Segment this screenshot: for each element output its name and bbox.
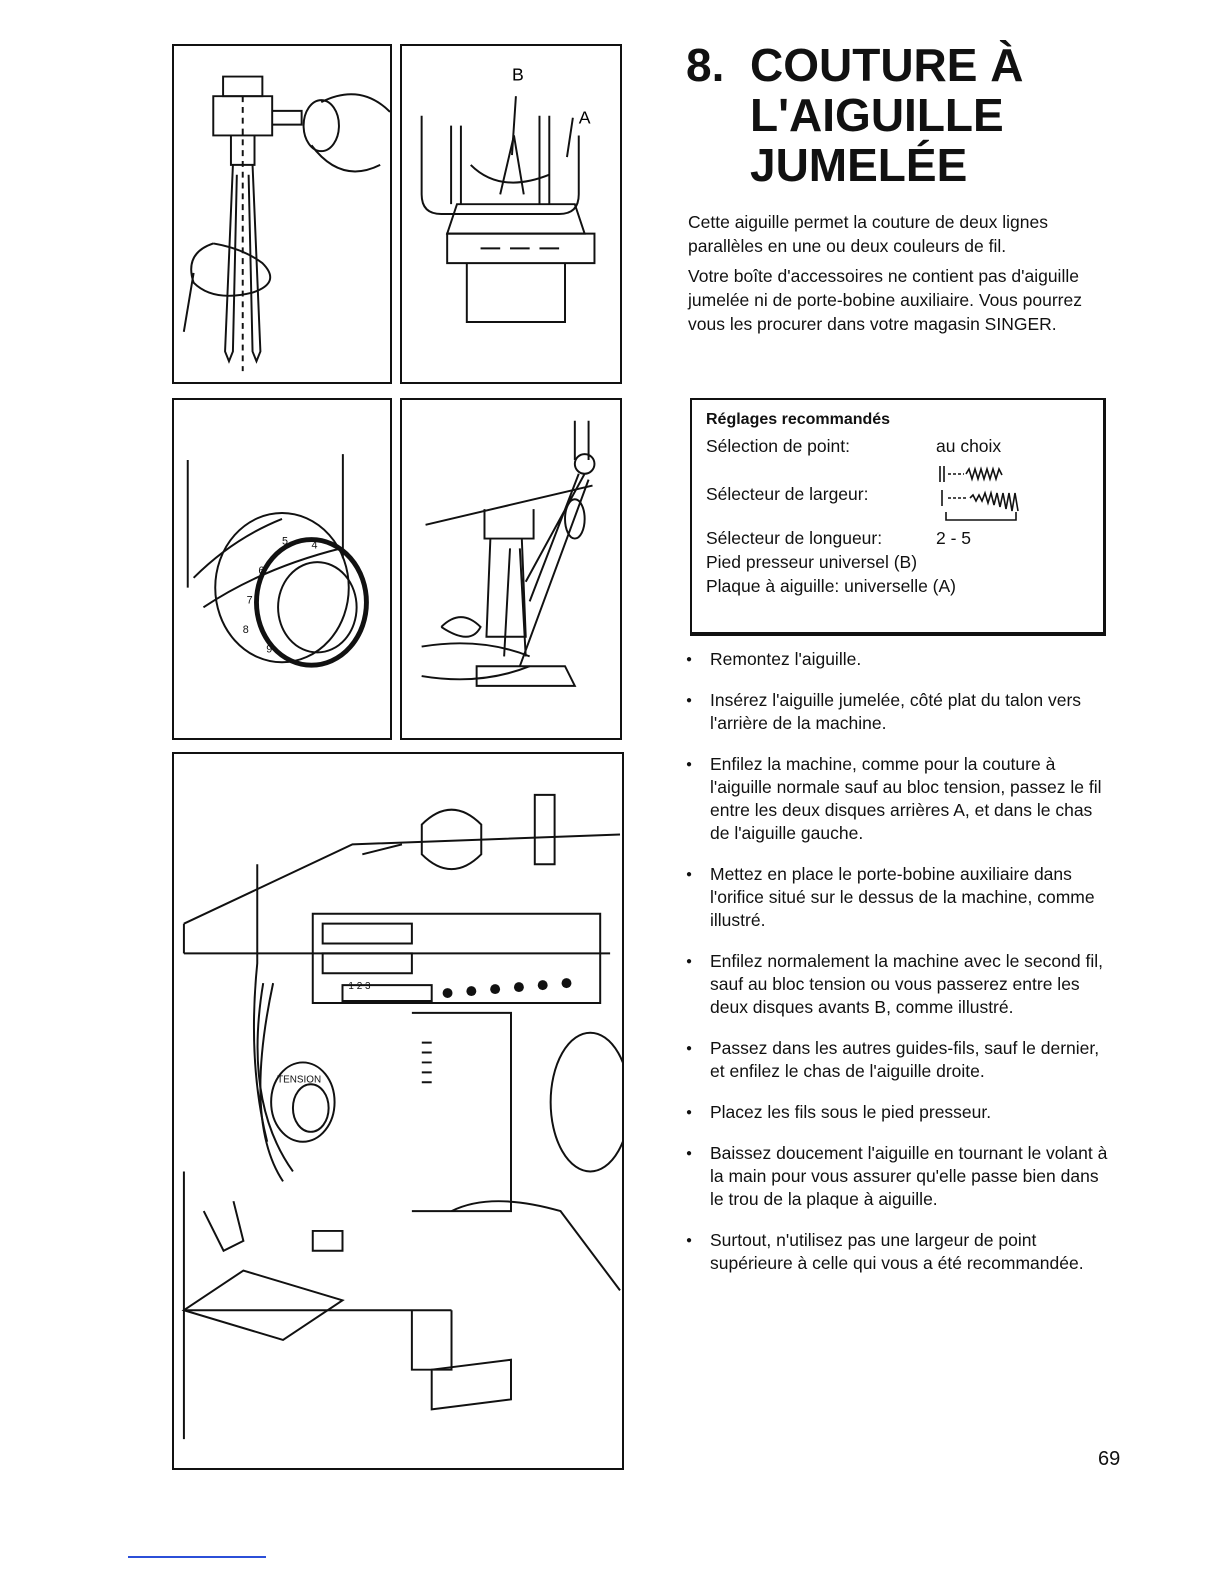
svg-text:7: 7: [246, 594, 253, 607]
list-item: ● Enfilez la machine, comme pour la couture à l'aiguille normale sauf au bloc tension, passez le fil entre les deux disques arrières A, et dans le chas de l'aiguille gauche.: [686, 753, 1110, 845]
illustration-tension-dial: [172, 398, 392, 740]
needle-plate-setting: Plaque à aiguille: universelle (A): [706, 576, 956, 596]
instruction-list: [686, 648, 1110, 1293]
tension-dial-drawing: [174, 400, 390, 738]
stitch-selection-value: au choix: [936, 436, 1002, 456]
page-number: 69: [1098, 1448, 1121, 1470]
width-selector-row: [706, 462, 1089, 526]
label-a: A: [578, 107, 591, 128]
sewing-machine-drawing: [174, 754, 622, 1468]
illustration-tension-discs: [400, 44, 622, 384]
list-item: ● Enfilez normalement la machine avec le second fil, sauf au bloc tension ou vous passerez entre les deux disques avants B, comme illustré.: [686, 950, 1110, 1019]
twin-needle-drawing: [174, 46, 390, 382]
intro-paragraph: Cette aiguille permet la couture de deux lignes parallèles en une ou deux couleurs de fil.: [688, 212, 1048, 256]
label-b: B: [511, 64, 524, 85]
title-line-1: COUTURE À: [750, 39, 1024, 91]
intro-paragraph: Votre boîte d'accessoires ne contient pas d'aiguille jumelée ni de porte-bobine auxiliaire. Vous pourrez vous les procurer dans votre magasin SINGER.: [688, 266, 1082, 334]
length-selector-row: [706, 526, 1089, 550]
tension-label: TENSION: [277, 1074, 322, 1086]
list-item: ● Baissez doucement l'aiguille en tournant le volant à la main pour vous assurer qu'elle passe bien dans le trou de la plaque à aiguille.: [686, 1142, 1110, 1211]
stitch-selection-label: Sélection de point:: [706, 436, 850, 456]
settings-heading: Réglages recommandés: [706, 411, 891, 428]
svg-text:4: 4: [311, 539, 318, 552]
stitch-width-symbols-icon: [936, 462, 1040, 526]
list-item: ● Passez dans les autres guides-fils, sauf le dernier, et enfilez le chas de l'aiguille droite.: [686, 1037, 1110, 1083]
list-item: ● Remontez l'aiguille.: [686, 648, 1110, 671]
length-selector-value: 2 - 5: [936, 528, 972, 548]
title-line-2: L'AIGUILLE: [750, 89, 1004, 141]
title-line-3: JUMELÉE: [750, 139, 968, 191]
presser-foot-drawing: [402, 400, 620, 738]
illustration-machine-threading: [172, 752, 624, 1470]
list-item: ● Surtout, n'utilisez pas une largeur de point supérieure à celle qui vous a été recommandée.: [686, 1229, 1110, 1275]
svg-text:1 2 3: 1 2 3: [348, 981, 371, 993]
intro-text: [688, 210, 1108, 342]
length-selector-label: Sélecteur de longueur:: [706, 528, 883, 548]
stitch-selection-row: [706, 434, 1089, 458]
illustration-twin-needle-insertion: [172, 44, 392, 384]
width-selector-label: Sélecteur de largeur:: [706, 484, 869, 504]
list-item: ● Mettez en place le porte-bobine auxiliaire dans l'orifice situé sur le dessus de la machine, comme illustré.: [686, 863, 1110, 932]
svg-text:8: 8: [242, 623, 249, 636]
presser-foot-setting: Pied presseur universel (B): [706, 552, 918, 572]
illustration-presser-foot-threading: [400, 398, 622, 740]
svg-text:5: 5: [282, 535, 289, 548]
footer-divider: [128, 1556, 266, 1558]
tension-discs-drawing: [402, 46, 620, 382]
list-item: ● Placez les fils sous le pied presseur.: [686, 1101, 1110, 1124]
recommended-settings-box: [690, 398, 1106, 636]
section-number: 8.: [686, 39, 725, 91]
svg-text:9: 9: [266, 643, 273, 656]
page-title: [686, 40, 1166, 190]
svg-text:6: 6: [258, 564, 265, 577]
list-item: ● Insérez l'aiguille jumelée, côté plat du talon vers l'arrière de la machine.: [686, 689, 1110, 735]
